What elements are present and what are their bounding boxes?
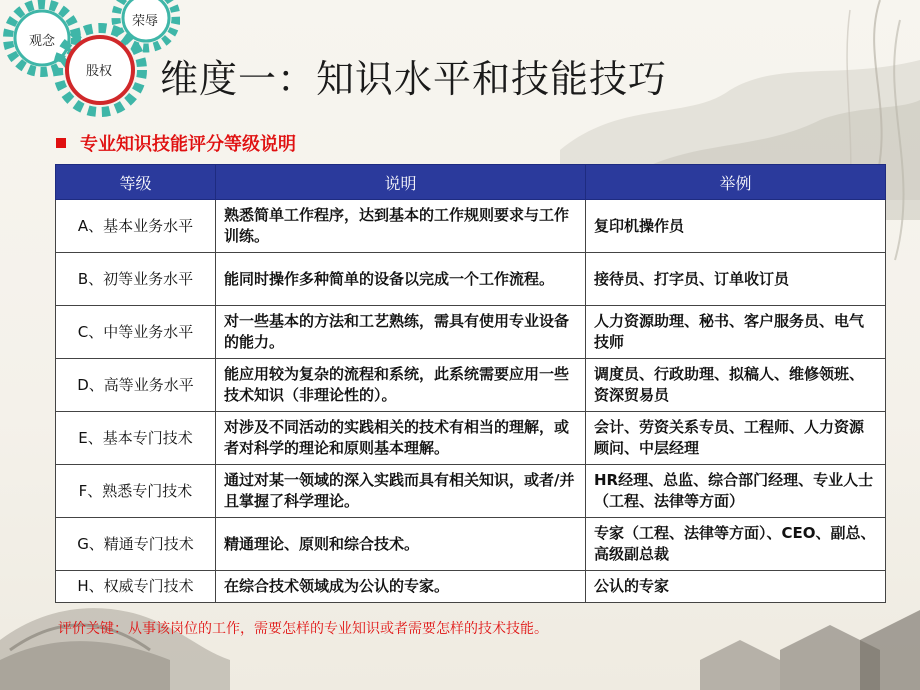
example-cell: 调度员、行政助理、拟稿人、维修领班、资深贸易员 <box>586 359 886 412</box>
description-cell: 精通理论、原则和综合技术。 <box>216 518 586 571</box>
description-cell: 对涉及不同活动的实践相关的技术有相当的理解，或者对科学的理论和原则基本理解。 <box>216 412 586 465</box>
description-cell: 能同时操作多种简单的设备以完成一个工作流程。 <box>216 253 586 306</box>
header-example: 举例 <box>586 165 886 200</box>
level-cell: C、中等业务水平 <box>56 306 216 359</box>
level-cell: G、精通专门技术 <box>56 518 216 571</box>
example-cell: 专家（工程、法律等方面）、CEO、副总、高级副总裁 <box>586 518 886 571</box>
level-cell: E、基本专门技术 <box>56 412 216 465</box>
table-row <box>56 518 886 571</box>
table-row <box>56 253 886 306</box>
example-cell: 接待员、打字员、订单收订员 <box>586 253 886 306</box>
example-cell: 复印机操作员 <box>586 200 886 253</box>
description-cell: 在综合技术领域成为公认的专家。 <box>216 571 586 603</box>
table-row <box>56 359 886 412</box>
table-row <box>56 465 886 518</box>
table-header-row <box>56 165 886 200</box>
subtitle-text: 专业知识技能评分等级说明 <box>80 134 296 155</box>
header-description: 说明 <box>216 165 586 200</box>
gear-label-guannian: 观念 <box>29 34 56 49</box>
example-cell: 人力资源助理、秘书、客户服务员、电气技师 <box>586 306 886 359</box>
gear-label-rongru: 荣辱 <box>132 14 159 29</box>
evaluation-key-note: 评价关键：从事该岗位的工作，需要怎样的专业知识或者需要怎样的技术技能。 <box>58 621 548 637</box>
level-cell: H、权威专门技术 <box>56 571 216 603</box>
level-cell: D、高等业务水平 <box>56 359 216 412</box>
table-row <box>56 412 886 465</box>
grades-table <box>55 164 886 603</box>
description-cell: 熟悉简单工作程序，达到基本的工作规则要求与工作训练。 <box>216 200 586 253</box>
table-row <box>56 306 886 359</box>
level-cell: A、基本业务水平 <box>56 200 216 253</box>
slide-title: 维度一：知识水平和技能技巧 <box>160 57 668 101</box>
level-cell: B、初等业务水平 <box>56 253 216 306</box>
gear-label-guquan: 股权 <box>86 64 113 79</box>
description-cell: 对一些基本的方法和工艺熟练，需具有使用专业设备的能力。 <box>216 306 586 359</box>
level-cell: F、熟悉专门技术 <box>56 465 216 518</box>
header-level: 等级 <box>56 165 216 200</box>
description-cell: 通过对某一领域的深入实践而具有相关知识，或者/并且掌握了科学理论。 <box>216 465 586 518</box>
section-subtitle <box>56 130 296 156</box>
example-cell: HR经理、总监、综合部门经理、专业人士（工程、法律等方面） <box>586 465 886 518</box>
square-bullet-icon <box>56 138 66 148</box>
description-cell: 能应用较为复杂的流程和系统，此系统需要应用一些技术知识（非理论性的）。 <box>216 359 586 412</box>
example-cell: 公认的专家 <box>586 571 886 603</box>
table-row <box>56 200 886 253</box>
example-cell: 会计、劳资关系专员、工程师、人力资源顾问、中层经理 <box>586 412 886 465</box>
table-row <box>56 571 886 603</box>
